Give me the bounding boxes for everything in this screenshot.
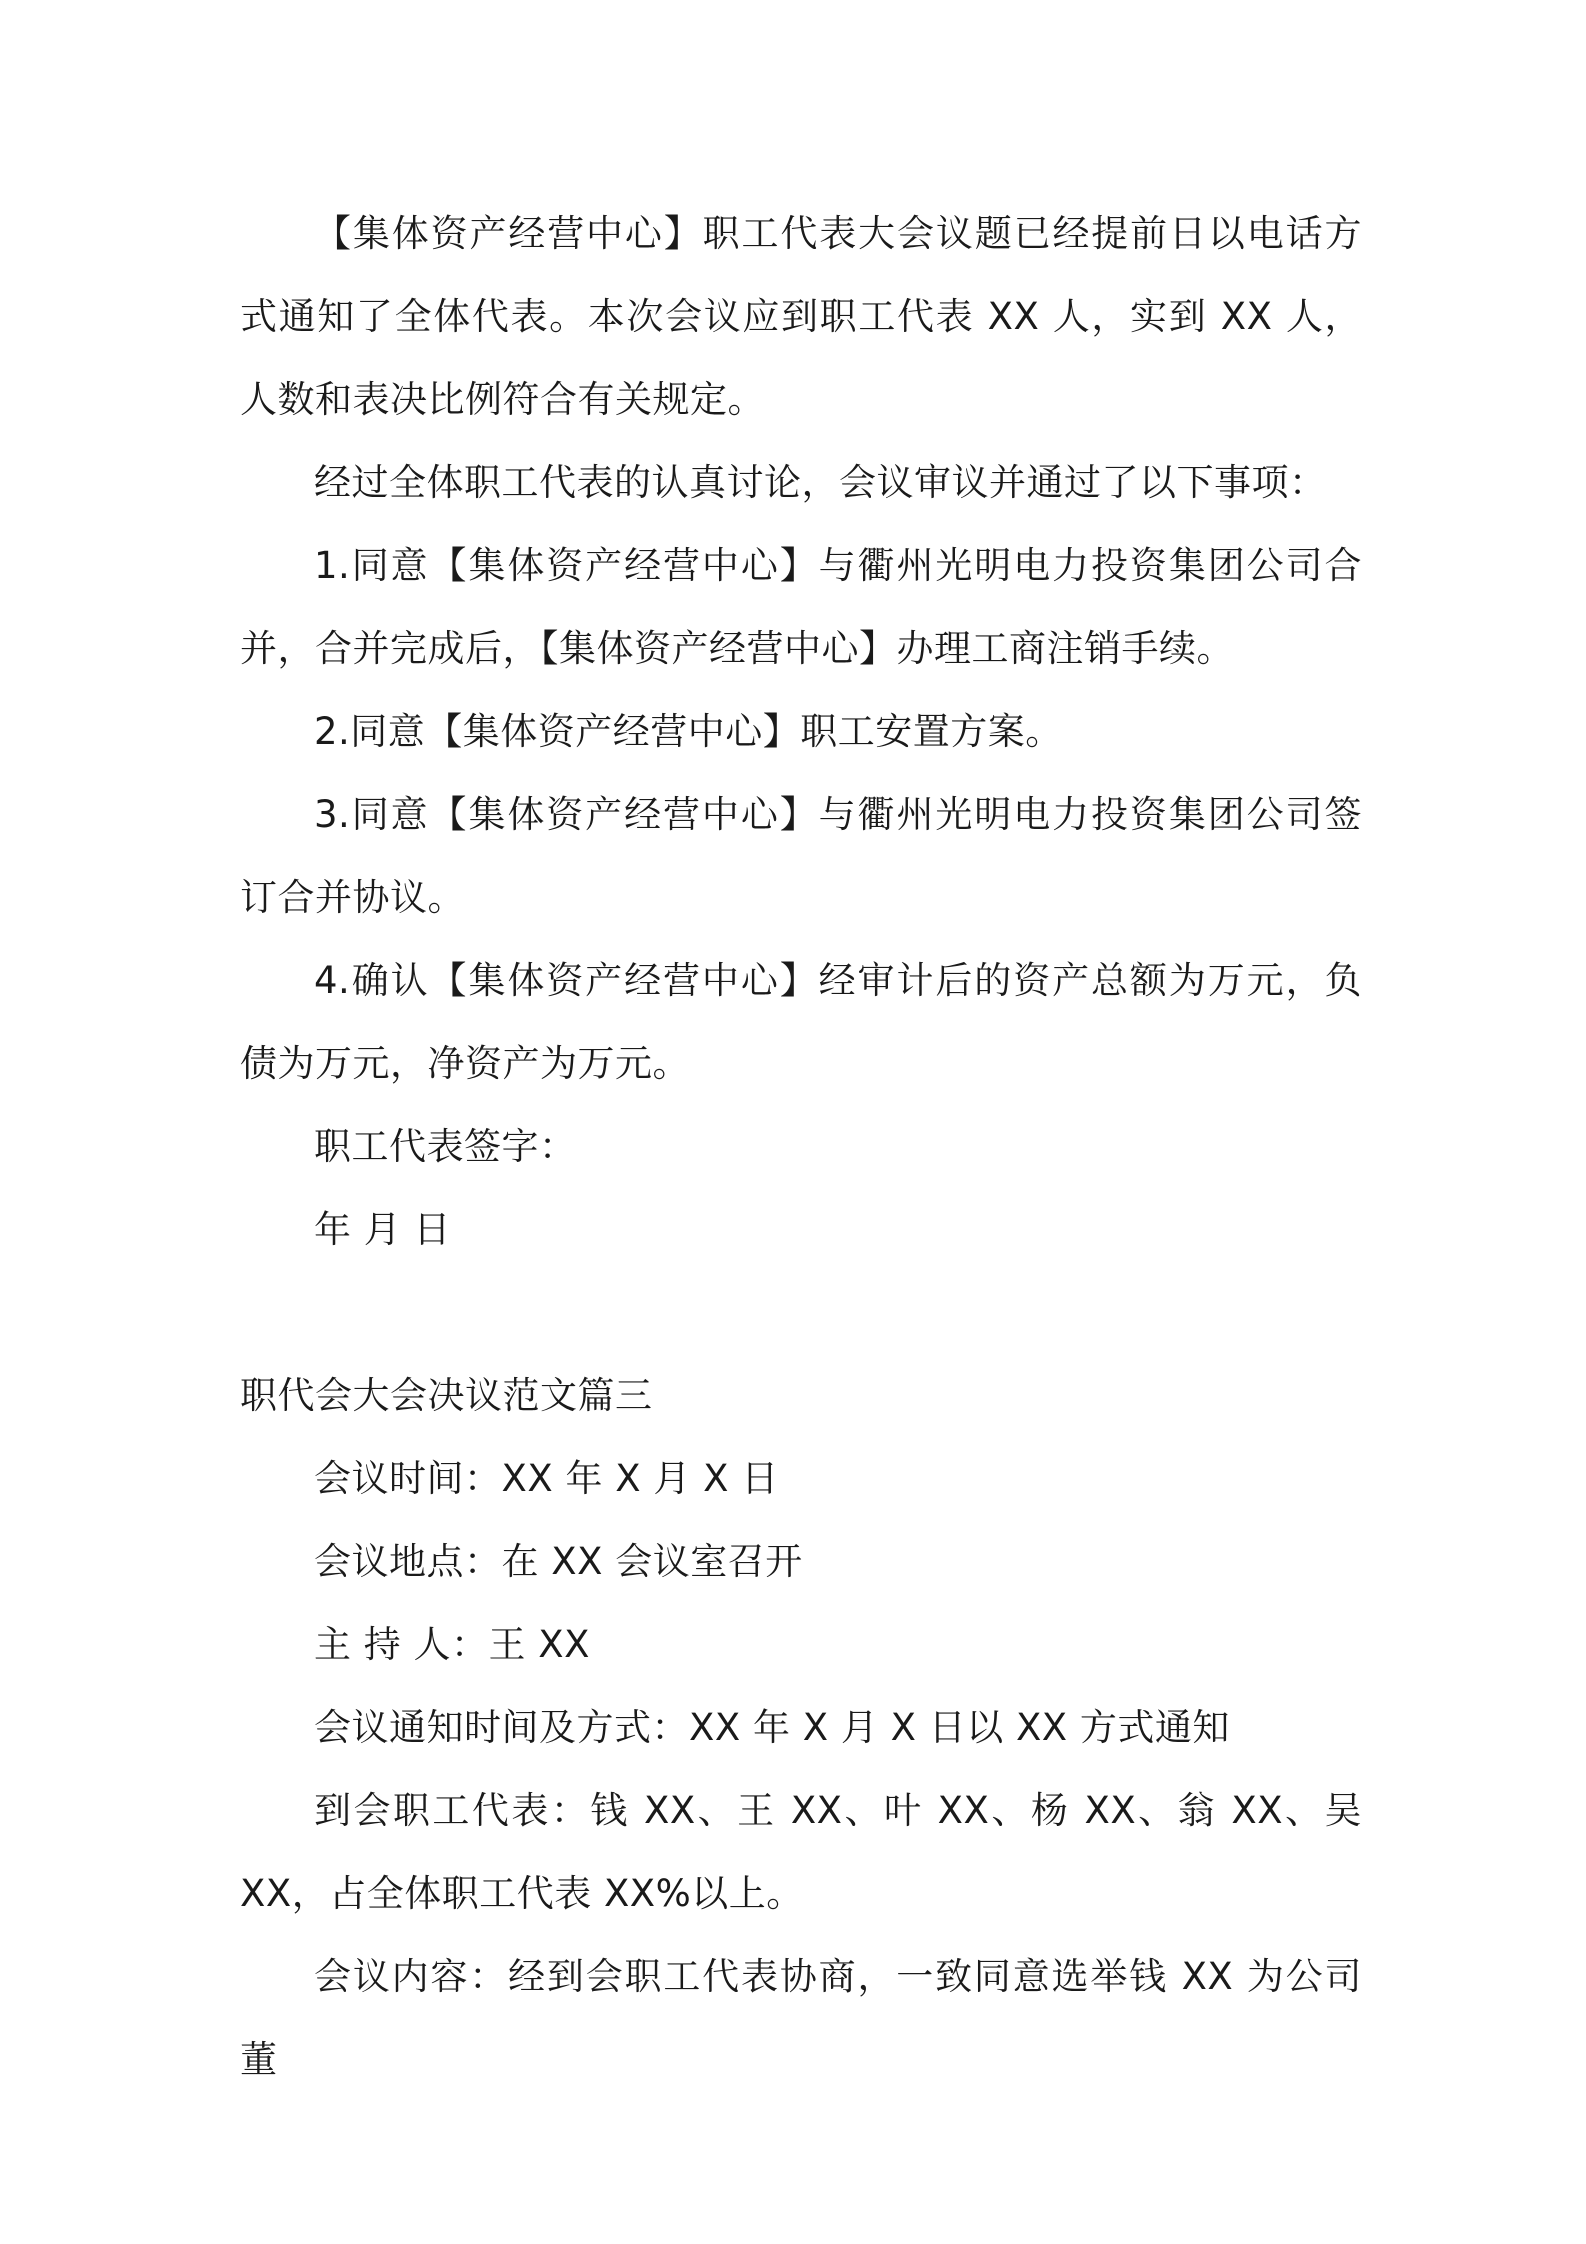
meeting-time: 会议时间：XX 年 X 月 X 日 xyxy=(314,1457,779,1500)
notice-paragraph: 【集体资产经营中心】职工代表大会议题已经提前日以电话方式通知了全体代表。本次会议应到职工代表 XX 人，实到 XX 人，人数和表决比例符合有关规定。 xyxy=(240,212,1362,421)
meeting-place: 会议地点：在 XX 会议室召开 xyxy=(314,1540,803,1583)
resolution-item-1: 1.同意【集体资产经营中心】与衢州光明电力投资集团公司合并，合并完成后，【集体资产经营中心】办理工商注销手续。 xyxy=(240,544,1362,670)
meeting-notice: 会议通知时间及方式：XX 年 X 月 X 日以 XX 方式通知 xyxy=(314,1706,1230,1749)
resolution-item-4: 4.确认【集体资产经营中心】经审计后的资产总额为万元，负债为万元，净资产为万元。 xyxy=(240,959,1362,1085)
resolution-item-2: 2.同意【集体资产经营中心】职工安置方案。 xyxy=(314,710,1063,753)
meeting-attendees: 到会职工代表：钱 XX、王 XX、叶 XX、杨 XX、翁 XX、吴 XX，占全体职工代表 XX%以上。 xyxy=(240,1789,1362,1915)
section-heading: 职代会大会决议范文篇三 xyxy=(240,1374,653,1417)
document-body xyxy=(240,192,1362,2101)
meeting-host: 主 持 人：王 XX xyxy=(314,1623,590,1666)
date-line: 年 月 日 xyxy=(314,1208,452,1251)
resolution-item-3: 3.同意【集体资产经营中心】与衢州光明电力投资集团公司签订合并协议。 xyxy=(240,793,1362,919)
signature-line: 职工代表签字： xyxy=(314,1125,577,1168)
discussion-paragraph: 经过全体职工代表的认真讨论，会议审议并通过了以下事项： xyxy=(314,461,1327,504)
meeting-content: 会议内容：经到会职工代表协商，一致同意选举钱 XX 为公司董 xyxy=(240,1955,1362,2081)
